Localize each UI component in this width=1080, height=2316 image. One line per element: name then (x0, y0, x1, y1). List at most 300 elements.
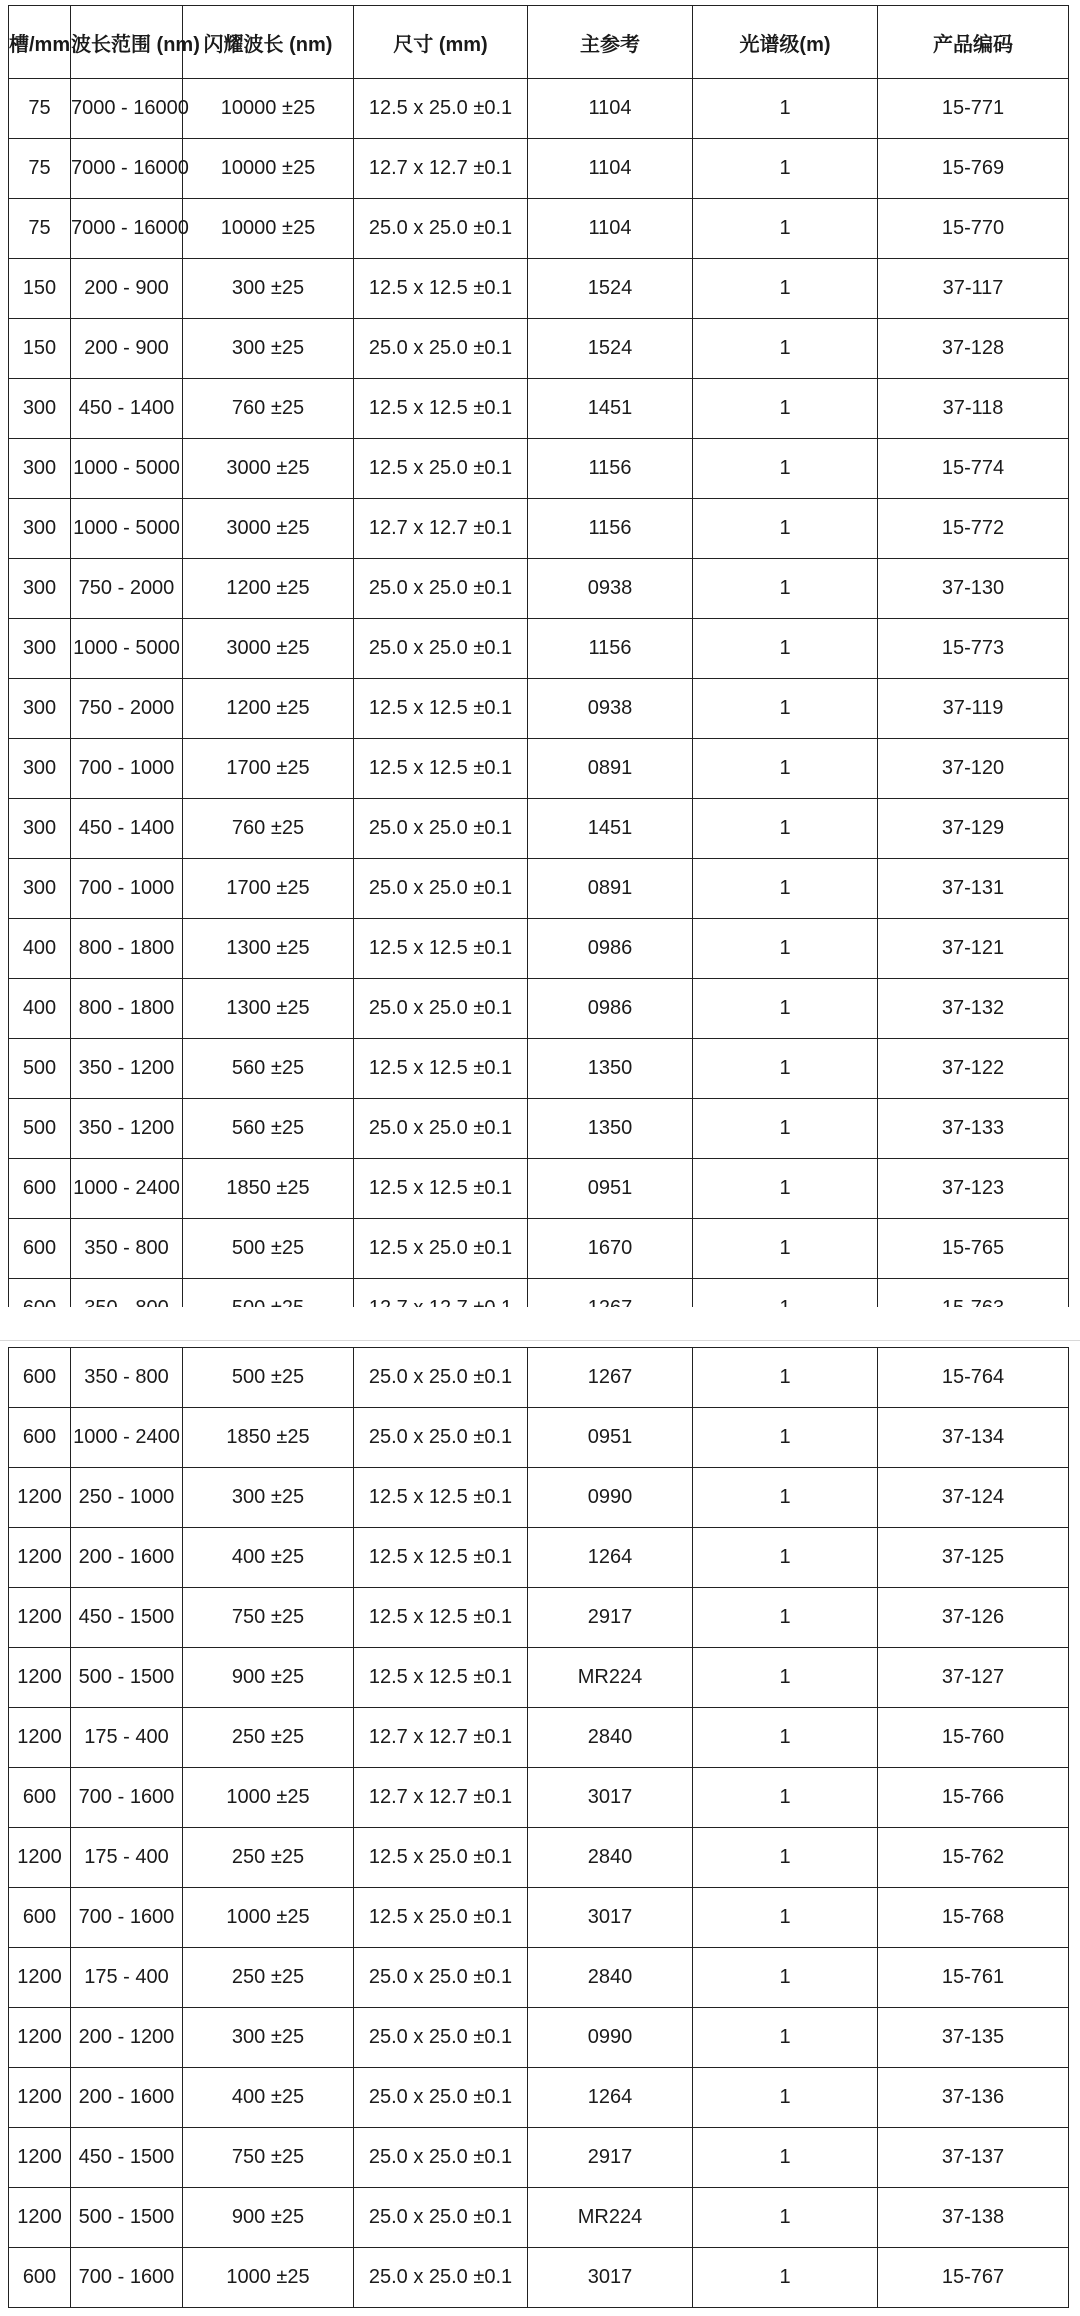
dimensions-cell: 25.0 x 25.0 ±0.1 (354, 799, 528, 859)
dimensions-cell: 12.5 x 12.5 ±0.1 (354, 1159, 528, 1219)
product-code-cell: 37-135 (878, 2008, 1069, 2068)
product-code-cell: 15-765 (878, 1219, 1069, 1279)
table-header-row (9, 6, 1069, 79)
wavelength-range-cell: 200 - 1600 (71, 1528, 183, 1588)
grooves-cell: 300 (9, 799, 71, 859)
spectral-order-cell: 1 (693, 1039, 878, 1099)
wavelength-range-cell: 700 - 1600 (71, 1768, 183, 1828)
table-row (9, 1099, 1069, 1159)
dimensions-cell: 12.7 x 12.7 ±0.1 (354, 499, 528, 559)
table-row (9, 379, 1069, 439)
table-row (9, 739, 1069, 799)
master-reference-cell: 1524 (528, 259, 693, 319)
blaze-wavelength-cell: 1000 ±25 (183, 1768, 354, 1828)
master-reference-cell: 1451 (528, 379, 693, 439)
blaze-wavelength-cell: 3000 ±25 (183, 499, 354, 559)
dimensions-cell: 12.7 x 12.7 ±0.1 (354, 1708, 528, 1768)
table-row (9, 1948, 1069, 2008)
table-row (9, 619, 1069, 679)
header-master-reference: 主参考 (528, 6, 693, 79)
wavelength-range-cell: 7000 - 16000 (71, 199, 183, 259)
product-code-cell: 37-125 (878, 1528, 1069, 1588)
header-wavelength-range: 波长范围 (nm) (71, 6, 183, 79)
wavelength-range-cell: 175 - 400 (71, 1708, 183, 1768)
product-code-cell: 37-133 (878, 1099, 1069, 1159)
dimensions-cell: 25.0 x 25.0 ±0.1 (354, 559, 528, 619)
grooves-cell: 600 (9, 1768, 71, 1828)
grooves-cell: 1200 (9, 1828, 71, 1888)
blaze-wavelength-cell: 3000 ±25 (183, 619, 354, 679)
grooves-cell: 1200 (9, 2008, 71, 2068)
grooves-cell: 600 (9, 2248, 71, 2308)
dimensions-cell: 12.5 x 12.5 ±0.1 (354, 1588, 528, 1648)
table-body-part-1 (9, 79, 1069, 1339)
master-reference-cell: 0891 (528, 859, 693, 919)
product-code-cell: 37-122 (878, 1039, 1069, 1099)
spectral-order-cell: 1 (693, 139, 878, 199)
wavelength-range-cell: 1000 - 5000 (71, 619, 183, 679)
wavelength-range-cell: 700 - 1000 (71, 859, 183, 919)
grooves-cell: 600 (9, 1408, 71, 1468)
grooves-cell: 1200 (9, 1948, 71, 2008)
product-code-cell: 15-773 (878, 619, 1069, 679)
dimensions-cell: 12.5 x 25.0 ±0.1 (354, 439, 528, 499)
wavelength-range-cell: 350 - 800 (71, 1348, 183, 1408)
product-code-cell: 15-770 (878, 199, 1069, 259)
product-code-cell: 37-130 (878, 559, 1069, 619)
dimensions-cell: 12.5 x 12.5 ±0.1 (354, 379, 528, 439)
wavelength-range-cell: 1000 - 2400 (71, 1159, 183, 1219)
wavelength-range-cell: 350 - 800 (71, 1219, 183, 1279)
dimensions-cell: 12.7 x 12.7 ±0.1 (354, 139, 528, 199)
dimensions-cell: 12.7 x 12.7 ±0.1 (354, 1768, 528, 1828)
table-row (9, 1528, 1069, 1588)
wavelength-range-cell: 200 - 900 (71, 319, 183, 379)
master-reference-cell: 0891 (528, 739, 693, 799)
product-code-cell: 15-766 (878, 1768, 1069, 1828)
table-row (9, 79, 1069, 139)
table-row (9, 1768, 1069, 1828)
master-reference-cell: 2840 (528, 1708, 693, 1768)
spectral-order-cell: 1 (693, 1888, 878, 1948)
dimensions-cell: 25.0 x 25.0 ±0.1 (354, 619, 528, 679)
spectral-order-cell: 1 (693, 439, 878, 499)
grooves-cell: 500 (9, 1039, 71, 1099)
table-row (9, 559, 1069, 619)
dimensions-cell: 12.5 x 12.5 ±0.1 (354, 679, 528, 739)
wavelength-range-cell: 450 - 1500 (71, 2128, 183, 2188)
spectral-order-cell: 1 (693, 379, 878, 439)
product-code-cell: 37-121 (878, 919, 1069, 979)
grooves-cell: 500 (9, 1099, 71, 1159)
product-code-cell: 37-137 (878, 2128, 1069, 2188)
master-reference-cell: 1264 (528, 2068, 693, 2128)
header-blaze-wavelength: 闪耀波长 (nm) (183, 6, 354, 79)
dimensions-cell: 25.0 x 25.0 ±0.1 (354, 1348, 528, 1408)
wavelength-range-cell: 1000 - 5000 (71, 439, 183, 499)
product-code-cell: 37-117 (878, 259, 1069, 319)
product-code-cell: 37-138 (878, 2188, 1069, 2248)
product-code-cell: 37-118 (878, 379, 1069, 439)
grating-table-part-2 (8, 1347, 1069, 2308)
blaze-wavelength-cell: 400 ±25 (183, 2068, 354, 2128)
table-row (9, 859, 1069, 919)
wavelength-range-cell: 250 - 1000 (71, 1468, 183, 1528)
wavelength-range-cell: 200 - 1200 (71, 2008, 183, 2068)
master-reference-cell: 1156 (528, 499, 693, 559)
table-row (9, 1468, 1069, 1528)
blaze-wavelength-cell: 1700 ±25 (183, 859, 354, 919)
header-spectral-order: 光谱级(m) (693, 6, 878, 79)
wavelength-range-cell: 450 - 1500 (71, 1588, 183, 1648)
master-reference-cell: 0951 (528, 1408, 693, 1468)
grooves-cell: 75 (9, 139, 71, 199)
blaze-wavelength-cell: 900 ±25 (183, 1648, 354, 1708)
wavelength-range-cell: 7000 - 16000 (71, 79, 183, 139)
master-reference-cell: 1156 (528, 619, 693, 679)
wavelength-range-cell: 500 - 1500 (71, 2188, 183, 2248)
spectral-order-cell: 1 (693, 1408, 878, 1468)
wavelength-range-cell: 200 - 900 (71, 259, 183, 319)
product-code-cell: 37-132 (878, 979, 1069, 1039)
grooves-cell: 150 (9, 259, 71, 319)
dimensions-cell: 25.0 x 25.0 ±0.1 (354, 2248, 528, 2308)
table-row (9, 439, 1069, 499)
blaze-wavelength-cell: 500 ±25 (183, 1219, 354, 1279)
grooves-cell: 1200 (9, 1708, 71, 1768)
wavelength-range-cell: 1000 - 5000 (71, 499, 183, 559)
dimensions-cell: 25.0 x 25.0 ±0.1 (354, 1948, 528, 2008)
spectral-order-cell: 1 (693, 2008, 878, 2068)
header-dimensions: 尺寸 (mm) (354, 6, 528, 79)
product-code-cell: 37-131 (878, 859, 1069, 919)
master-reference-cell: MR224 (528, 1648, 693, 1708)
table-row (9, 2008, 1069, 2068)
spectral-order-cell: 1 (693, 559, 878, 619)
master-reference-cell: 1264 (528, 1528, 693, 1588)
table-row (9, 799, 1069, 859)
blaze-wavelength-cell: 250 ±25 (183, 1948, 354, 2008)
spectral-order-cell: 1 (693, 1528, 878, 1588)
table-row (9, 1888, 1069, 1948)
product-code-cell: 15-760 (878, 1708, 1069, 1768)
spectral-order-cell: 1 (693, 619, 878, 679)
table-body-part-2 (9, 1348, 1069, 2308)
master-reference-cell: 1350 (528, 1099, 693, 1159)
product-code-cell: 37-134 (878, 1408, 1069, 1468)
blaze-wavelength-cell: 1000 ±25 (183, 2248, 354, 2308)
wavelength-range-cell: 450 - 1400 (71, 799, 183, 859)
product-code-cell: 15-767 (878, 2248, 1069, 2308)
spectral-order-cell: 1 (693, 1468, 878, 1528)
master-reference-cell: 1156 (528, 439, 693, 499)
grooves-cell: 1200 (9, 1588, 71, 1648)
master-reference-cell: 0990 (528, 2008, 693, 2068)
product-code-cell: 15-761 (878, 1948, 1069, 2008)
wavelength-range-cell: 200 - 1600 (71, 2068, 183, 2128)
blaze-wavelength-cell: 1850 ±25 (183, 1159, 354, 1219)
table-row (9, 1648, 1069, 1708)
spectral-order-cell: 1 (693, 1768, 878, 1828)
spectral-order-cell: 1 (693, 259, 878, 319)
table-row (9, 319, 1069, 379)
grooves-cell: 1200 (9, 1528, 71, 1588)
wavelength-range-cell: 750 - 2000 (71, 679, 183, 739)
product-code-cell: 37-136 (878, 2068, 1069, 2128)
master-reference-cell: 2917 (528, 1588, 693, 1648)
grooves-cell: 300 (9, 859, 71, 919)
spectral-order-cell: 1 (693, 2068, 878, 2128)
product-code-cell: 37-129 (878, 799, 1069, 859)
spectral-order-cell: 1 (693, 799, 878, 859)
dimensions-cell: 25.0 x 25.0 ±0.1 (354, 2188, 528, 2248)
master-reference-cell: 1267 (528, 1348, 693, 1408)
product-code-cell: 15-774 (878, 439, 1069, 499)
table-row (9, 499, 1069, 559)
blaze-wavelength-cell: 750 ±25 (183, 1588, 354, 1648)
spectral-order-cell: 1 (693, 1828, 878, 1888)
spectral-order-cell: 1 (693, 1219, 878, 1279)
dimensions-cell: 12.5 x 12.5 ±0.1 (354, 1648, 528, 1708)
dimensions-cell: 12.5 x 12.5 ±0.1 (354, 1039, 528, 1099)
master-reference-cell: 3017 (528, 1888, 693, 1948)
grooves-cell: 600 (9, 1888, 71, 1948)
spectral-order-cell: 1 (693, 679, 878, 739)
master-reference-cell: MR224 (528, 2188, 693, 2248)
blaze-wavelength-cell: 250 ±25 (183, 1708, 354, 1768)
table-row (9, 2248, 1069, 2308)
table-row (9, 1408, 1069, 1468)
spectral-order-cell: 1 (693, 979, 878, 1039)
spectral-order-cell: 1 (693, 739, 878, 799)
dimensions-cell: 25.0 x 25.0 ±0.1 (354, 319, 528, 379)
table-row (9, 1159, 1069, 1219)
header-grooves: 槽/mm (9, 6, 71, 79)
blaze-wavelength-cell: 750 ±25 (183, 2128, 354, 2188)
blaze-wavelength-cell: 560 ±25 (183, 1039, 354, 1099)
dimensions-cell: 25.0 x 25.0 ±0.1 (354, 1099, 528, 1159)
product-code-cell: 15-772 (878, 499, 1069, 559)
table-row (9, 1588, 1069, 1648)
dimensions-cell: 12.5 x 25.0 ±0.1 (354, 79, 528, 139)
wavelength-range-cell: 175 - 400 (71, 1828, 183, 1888)
wavelength-range-cell: 1000 - 2400 (71, 1408, 183, 1468)
grooves-cell: 300 (9, 439, 71, 499)
product-code-cell: 15-768 (878, 1888, 1069, 1948)
table-row (9, 139, 1069, 199)
grooves-cell: 150 (9, 319, 71, 379)
header-product-code: 产品编码 (878, 6, 1069, 79)
master-reference-cell: 0990 (528, 1468, 693, 1528)
spectral-order-cell: 1 (693, 2248, 878, 2308)
blaze-wavelength-cell: 1700 ±25 (183, 739, 354, 799)
blaze-wavelength-cell: 1200 ±25 (183, 679, 354, 739)
spectral-order-cell: 1 (693, 199, 878, 259)
grooves-cell: 75 (9, 79, 71, 139)
dimensions-cell: 12.5 x 12.5 ±0.1 (354, 259, 528, 319)
grooves-cell: 300 (9, 619, 71, 679)
table-row (9, 919, 1069, 979)
blaze-wavelength-cell: 300 ±25 (183, 259, 354, 319)
wavelength-range-cell: 450 - 1400 (71, 379, 183, 439)
product-code-cell: 37-123 (878, 1159, 1069, 1219)
spectral-order-cell: 1 (693, 859, 878, 919)
page-break-divider (0, 1340, 1080, 1341)
blaze-wavelength-cell: 10000 ±25 (183, 79, 354, 139)
master-reference-cell: 0938 (528, 679, 693, 739)
spectral-order-cell: 1 (693, 319, 878, 379)
spectral-order-cell: 1 (693, 1708, 878, 1768)
dimensions-cell: 12.5 x 25.0 ±0.1 (354, 1888, 528, 1948)
spectral-order-cell: 1 (693, 79, 878, 139)
dimensions-cell: 25.0 x 25.0 ±0.1 (354, 2008, 528, 2068)
grooves-cell: 1200 (9, 2188, 71, 2248)
table-row (9, 1828, 1069, 1888)
dimensions-cell: 12.5 x 12.5 ±0.1 (354, 919, 528, 979)
master-reference-cell: 1350 (528, 1039, 693, 1099)
master-reference-cell: 1670 (528, 1219, 693, 1279)
table-row (9, 2188, 1069, 2248)
master-reference-cell: 1524 (528, 319, 693, 379)
product-code-cell: 37-119 (878, 679, 1069, 739)
table-row (9, 979, 1069, 1039)
master-reference-cell: 0986 (528, 979, 693, 1039)
grooves-cell: 600 (9, 1159, 71, 1219)
table-row (9, 2068, 1069, 2128)
master-reference-cell: 1104 (528, 139, 693, 199)
table-row (9, 199, 1069, 259)
dimensions-cell: 25.0 x 25.0 ±0.1 (354, 979, 528, 1039)
spectral-order-cell: 1 (693, 1099, 878, 1159)
master-reference-cell: 3017 (528, 1768, 693, 1828)
blaze-wavelength-cell: 760 ±25 (183, 379, 354, 439)
grooves-cell: 300 (9, 379, 71, 439)
master-reference-cell: 1104 (528, 79, 693, 139)
grooves-cell: 1200 (9, 2068, 71, 2128)
dimensions-cell: 12.5 x 12.5 ±0.1 (354, 739, 528, 799)
master-reference-cell: 0986 (528, 919, 693, 979)
table-row (9, 1039, 1069, 1099)
table-row (9, 679, 1069, 739)
grooves-cell: 600 (9, 1219, 71, 1279)
wavelength-range-cell: 800 - 1800 (71, 919, 183, 979)
blaze-wavelength-cell: 10000 ±25 (183, 199, 354, 259)
dimensions-cell: 12.5 x 25.0 ±0.1 (354, 1828, 528, 1888)
wavelength-range-cell: 700 - 1000 (71, 739, 183, 799)
blaze-wavelength-cell: 900 ±25 (183, 2188, 354, 2248)
table-row (9, 259, 1069, 319)
dimensions-cell: 12.5 x 12.5 ±0.1 (354, 1528, 528, 1588)
grooves-cell: 300 (9, 559, 71, 619)
blaze-wavelength-cell: 400 ±25 (183, 1528, 354, 1588)
product-code-cell: 37-126 (878, 1588, 1069, 1648)
table-row (9, 1708, 1069, 1768)
wavelength-range-cell: 500 - 1500 (71, 1648, 183, 1708)
product-code-cell: 15-764 (878, 1348, 1069, 1408)
wavelength-range-cell: 7000 - 16000 (71, 139, 183, 199)
blaze-wavelength-cell: 300 ±25 (183, 319, 354, 379)
spectral-order-cell: 1 (693, 1159, 878, 1219)
blaze-wavelength-cell: 1850 ±25 (183, 1408, 354, 1468)
master-reference-cell: 0951 (528, 1159, 693, 1219)
product-code-cell: 15-769 (878, 139, 1069, 199)
product-code-cell: 37-120 (878, 739, 1069, 799)
grooves-cell: 400 (9, 979, 71, 1039)
page-break-gap (0, 1307, 1080, 1341)
product-code-cell: 37-127 (878, 1648, 1069, 1708)
product-code-cell: 15-771 (878, 79, 1069, 139)
blaze-wavelength-cell: 300 ±25 (183, 1468, 354, 1528)
product-code-cell: 15-762 (878, 1828, 1069, 1888)
grooves-cell: 1200 (9, 1468, 71, 1528)
blaze-wavelength-cell: 1200 ±25 (183, 559, 354, 619)
spectral-order-cell: 1 (693, 499, 878, 559)
dimensions-cell: 12.5 x 25.0 ±0.1 (354, 1219, 528, 1279)
blaze-wavelength-cell: 500 ±25 (183, 1348, 354, 1408)
blaze-wavelength-cell: 560 ±25 (183, 1099, 354, 1159)
product-code-cell: 37-124 (878, 1468, 1069, 1528)
master-reference-cell: 1104 (528, 199, 693, 259)
spectral-order-cell: 1 (693, 2128, 878, 2188)
dimensions-cell: 25.0 x 25.0 ±0.1 (354, 859, 528, 919)
dimensions-cell: 25.0 x 25.0 ±0.1 (354, 199, 528, 259)
dimensions-cell: 25.0 x 25.0 ±0.1 (354, 1408, 528, 1468)
product-code-cell: 37-128 (878, 319, 1069, 379)
blaze-wavelength-cell: 760 ±25 (183, 799, 354, 859)
wavelength-range-cell: 700 - 1600 (71, 2248, 183, 2308)
table-row (9, 2128, 1069, 2188)
master-reference-cell: 2840 (528, 1828, 693, 1888)
master-reference-cell: 3017 (528, 2248, 693, 2308)
grooves-cell: 400 (9, 919, 71, 979)
spectral-order-cell: 1 (693, 1648, 878, 1708)
master-reference-cell: 2840 (528, 1948, 693, 2008)
grooves-cell: 1200 (9, 1648, 71, 1708)
wavelength-range-cell: 350 - 1200 (71, 1039, 183, 1099)
spectral-order-cell: 1 (693, 1588, 878, 1648)
blaze-wavelength-cell: 1300 ±25 (183, 979, 354, 1039)
spectral-order-cell: 1 (693, 1948, 878, 2008)
wavelength-range-cell: 750 - 2000 (71, 559, 183, 619)
dimensions-cell: 25.0 x 25.0 ±0.1 (354, 2068, 528, 2128)
blaze-wavelength-cell: 1300 ±25 (183, 919, 354, 979)
table-row (9, 1219, 1069, 1279)
grooves-cell: 300 (9, 499, 71, 559)
grooves-cell: 1200 (9, 2128, 71, 2188)
blaze-wavelength-cell: 250 ±25 (183, 1828, 354, 1888)
table-row (9, 1348, 1069, 1408)
blaze-wavelength-cell: 1000 ±25 (183, 1888, 354, 1948)
spectral-order-cell: 1 (693, 919, 878, 979)
wavelength-range-cell: 350 - 1200 (71, 1099, 183, 1159)
master-reference-cell: 0938 (528, 559, 693, 619)
blaze-wavelength-cell: 3000 ±25 (183, 439, 354, 499)
blaze-wavelength-cell: 300 ±25 (183, 2008, 354, 2068)
grooves-cell: 600 (9, 1348, 71, 1408)
wavelength-range-cell: 700 - 1600 (71, 1888, 183, 1948)
grooves-cell: 75 (9, 199, 71, 259)
dimensions-cell: 12.5 x 12.5 ±0.1 (354, 1468, 528, 1528)
dimensions-cell: 25.0 x 25.0 ±0.1 (354, 2128, 528, 2188)
grooves-cell: 300 (9, 679, 71, 739)
wavelength-range-cell: 175 - 400 (71, 1948, 183, 2008)
grooves-cell: 300 (9, 739, 71, 799)
master-reference-cell: 2917 (528, 2128, 693, 2188)
blaze-wavelength-cell: 10000 ±25 (183, 139, 354, 199)
master-reference-cell: 1451 (528, 799, 693, 859)
spectral-order-cell: 1 (693, 1348, 878, 1408)
spectral-order-cell: 1 (693, 2188, 878, 2248)
